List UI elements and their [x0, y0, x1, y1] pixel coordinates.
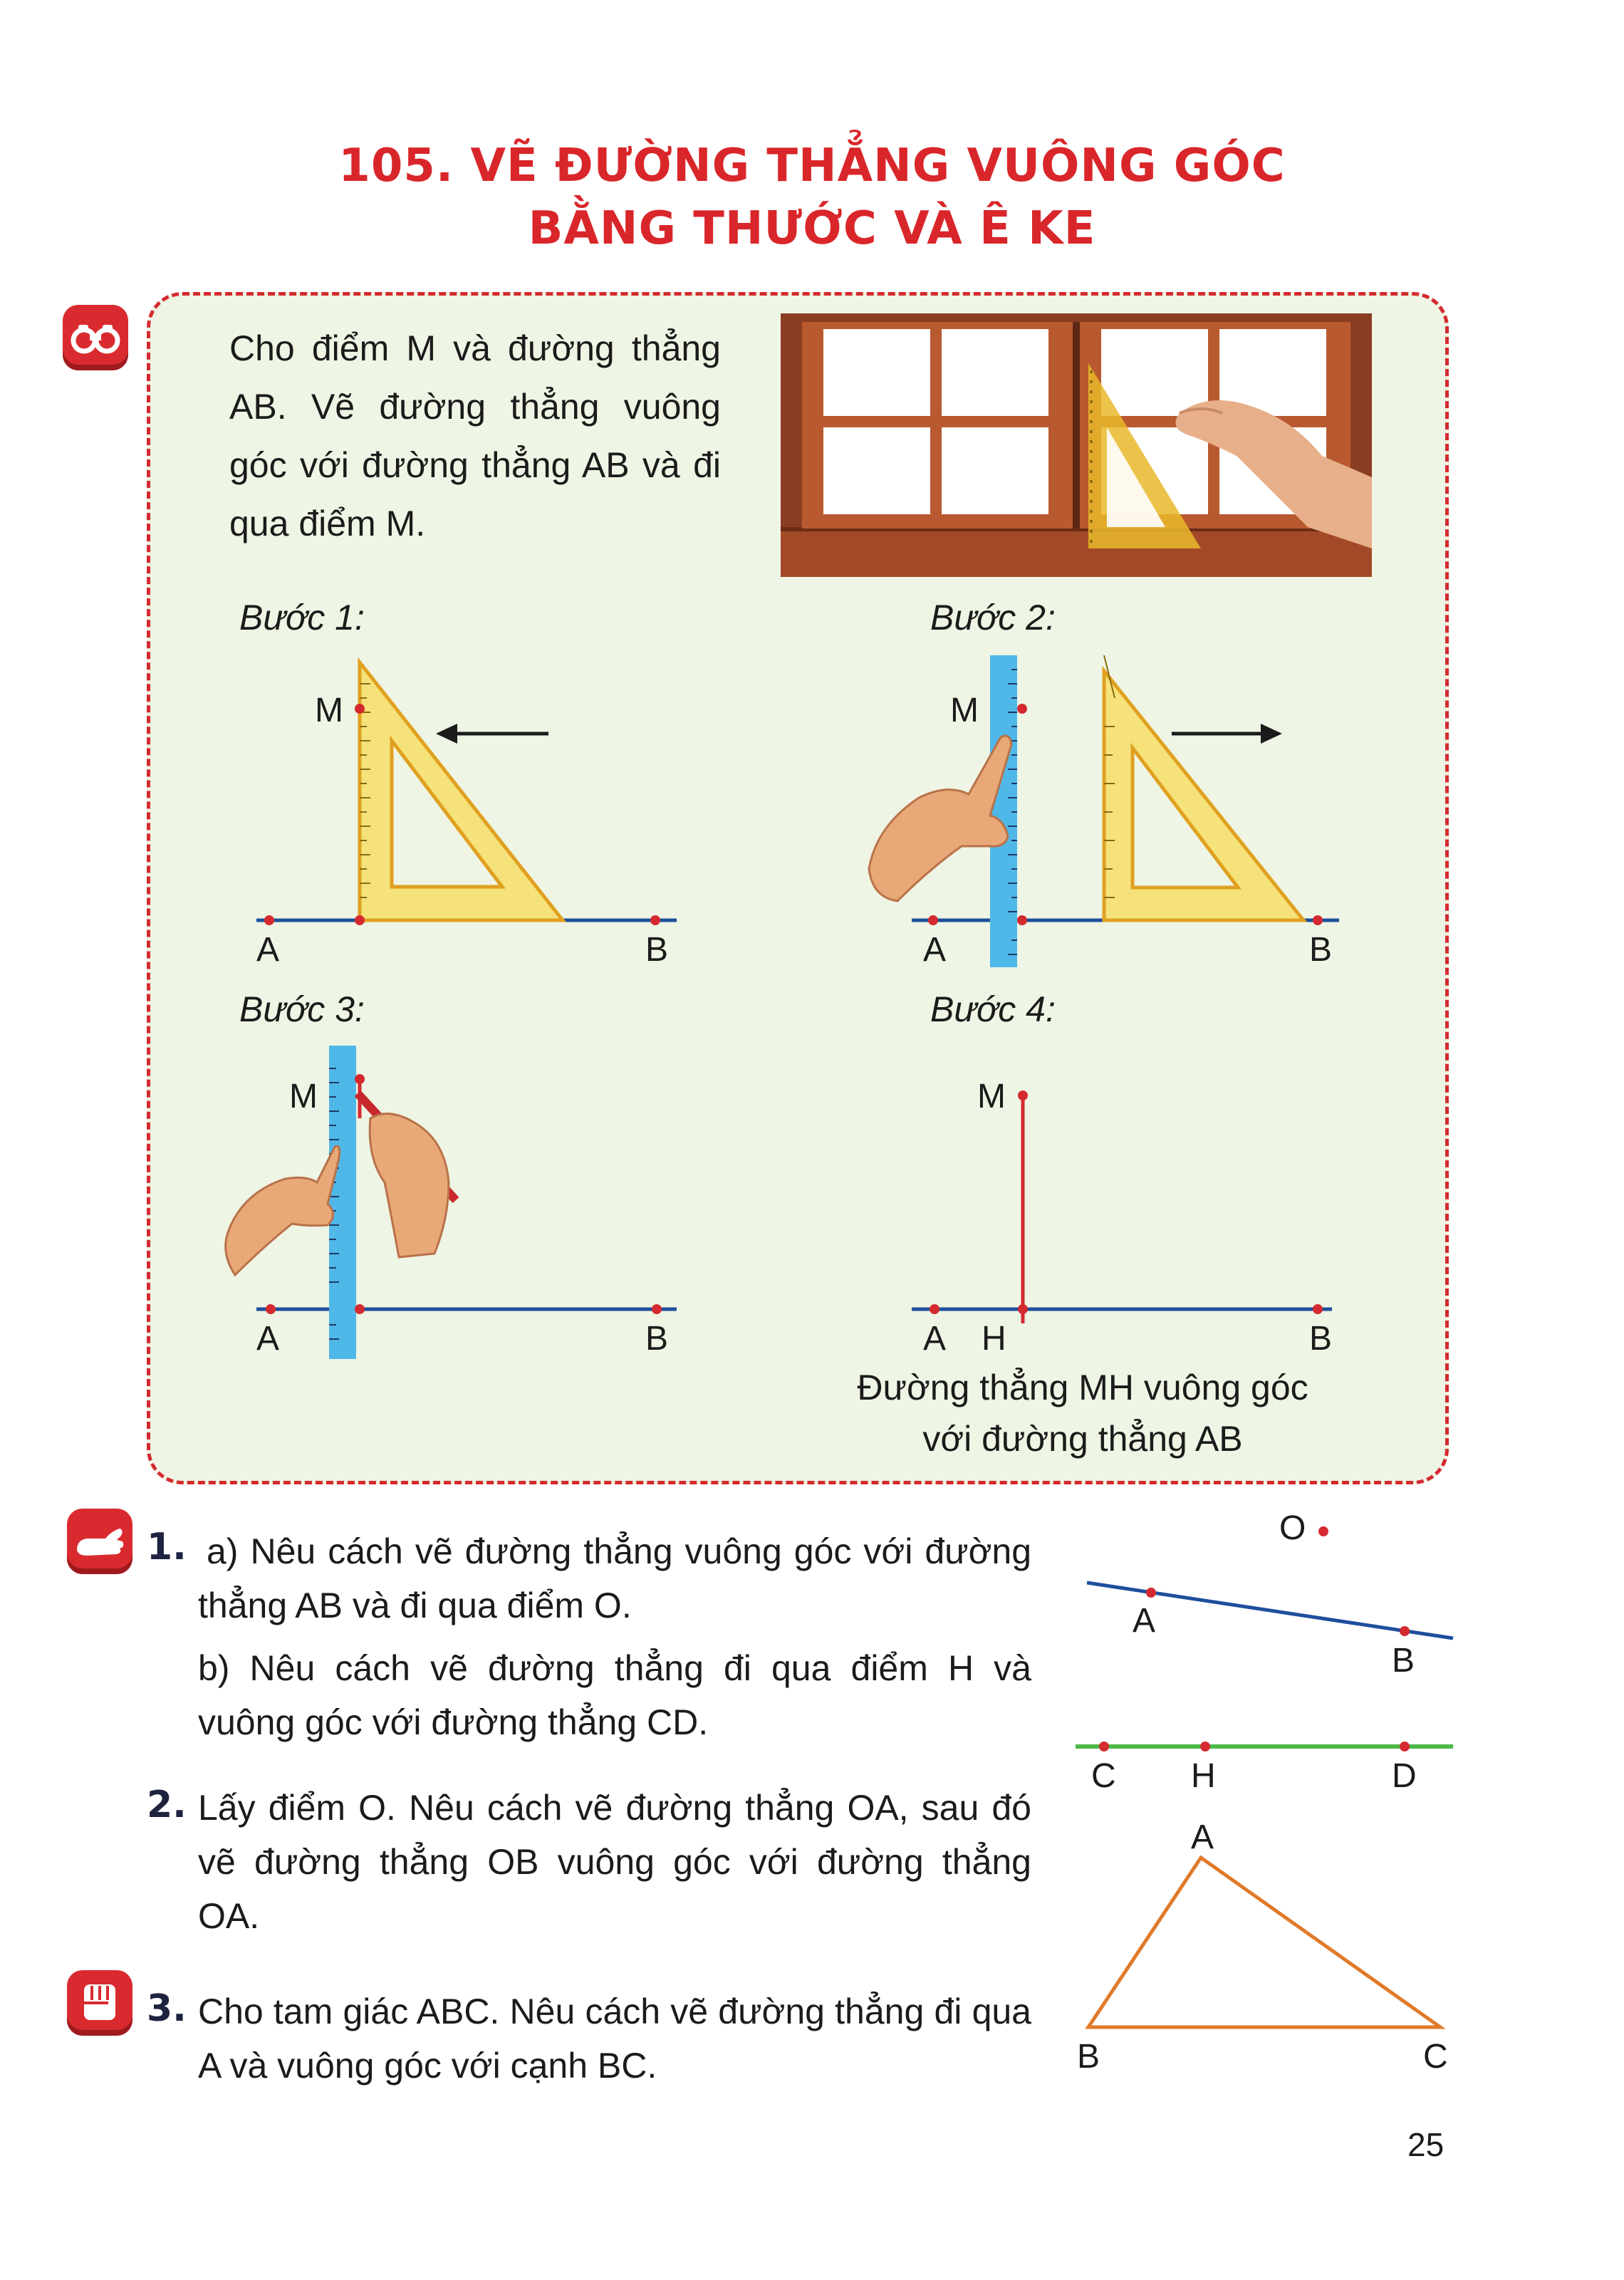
exercise1-part-a: a) Nêu cách vẽ đường thẳng vuông góc với đường thẳng AB và đi qua điểm O. [198, 1531, 1031, 1625]
exercise3-number: 3. [147, 1987, 187, 2030]
exercise1-number: 1. [147, 1526, 187, 1568]
fig3-label-a: A [1191, 1818, 1214, 1856]
step2-label: Bước 2: [930, 598, 1056, 637]
exercise-figures [1068, 1496, 1467, 2108]
step3-label-m: M [289, 1078, 318, 1115]
step3-label: Bước 3: [239, 989, 365, 1029]
fist-icon [67, 1970, 132, 2036]
exercise3-text: Cho tam giác ABC. Nêu cách vẽ đường thẳng đi qua A và vuông góc với cạnh BC. [198, 1992, 1031, 2086]
page-title-line1: 105. VẼ ĐƯỜNG THẲNG VUÔNG GÓC [338, 140, 1286, 192]
exercise2-text: Lấy điểm O. Nêu cách vẽ đường thẳng OA, sau đó vẽ đường thẳng OB vuông góc với đường thẳng OA. [198, 1788, 1031, 1936]
fig1-label-a: A [1133, 1602, 1156, 1640]
binoculars-icon [63, 305, 128, 370]
step4-label: Bước 4: [930, 989, 1056, 1029]
fig3-label-b: B [1077, 2038, 1100, 2076]
step1-label-m: M [315, 692, 343, 729]
step1-label: Bước 1: [239, 598, 365, 637]
step1-label-b: B [645, 931, 669, 969]
triangle-abc [1088, 1858, 1440, 2027]
step4-caption-line2: với đường thẳng AB [922, 1419, 1243, 1459]
step4-caption-line1: Đường thẳng MH vuông góc [857, 1368, 1308, 1407]
step3-label-b: B [645, 1320, 669, 1358]
exercise1-part-b: b) Nêu cách vẽ đường thẳng đi qua điểm H và vuông góc với đường thẳng CD. [198, 1648, 1031, 1742]
step4-label-h: H [982, 1320, 1006, 1358]
exercise2-number: 2. [147, 1784, 187, 1826]
hand-pointing-icon [67, 1509, 132, 1574]
fig2-label-c: C [1091, 1757, 1116, 1795]
fig3-label-c: C [1423, 2038, 1448, 2076]
step2-label-a: A [923, 931, 947, 969]
step2-label-b: B [1309, 931, 1333, 969]
fig1-label-b: B [1392, 1642, 1415, 1680]
step2-figure [862, 655, 1346, 969]
page-title-line2: BẰNG THƯỚC VÀ Ê KE [528, 202, 1096, 255]
point-b [650, 915, 660, 925]
step2-label-m: M [950, 692, 979, 729]
intro-text: Cho điểm M và đường thẳng AB. Vẽ đường thẳng vuông góc với đường thẳng AB và đi qua điểm M. [229, 328, 721, 543]
fig2-label-d: D [1392, 1757, 1417, 1795]
step3-label-a: A [256, 1320, 280, 1358]
step1-label-a: A [256, 931, 280, 969]
fig2-label-h: H [1191, 1757, 1216, 1795]
point-o [1318, 1526, 1328, 1536]
step4-figure [905, 1068, 1346, 1325]
window-set-square-photo [781, 313, 1372, 577]
point-a [264, 915, 274, 925]
step4-label-a: A [923, 1320, 947, 1358]
point-m [355, 704, 365, 714]
fig1-label-o: O [1279, 1509, 1306, 1547]
page-number: 25 [1407, 2126, 1445, 2163]
step4-label-b: B [1309, 1320, 1333, 1358]
step4-label-m: M [977, 1078, 1006, 1115]
